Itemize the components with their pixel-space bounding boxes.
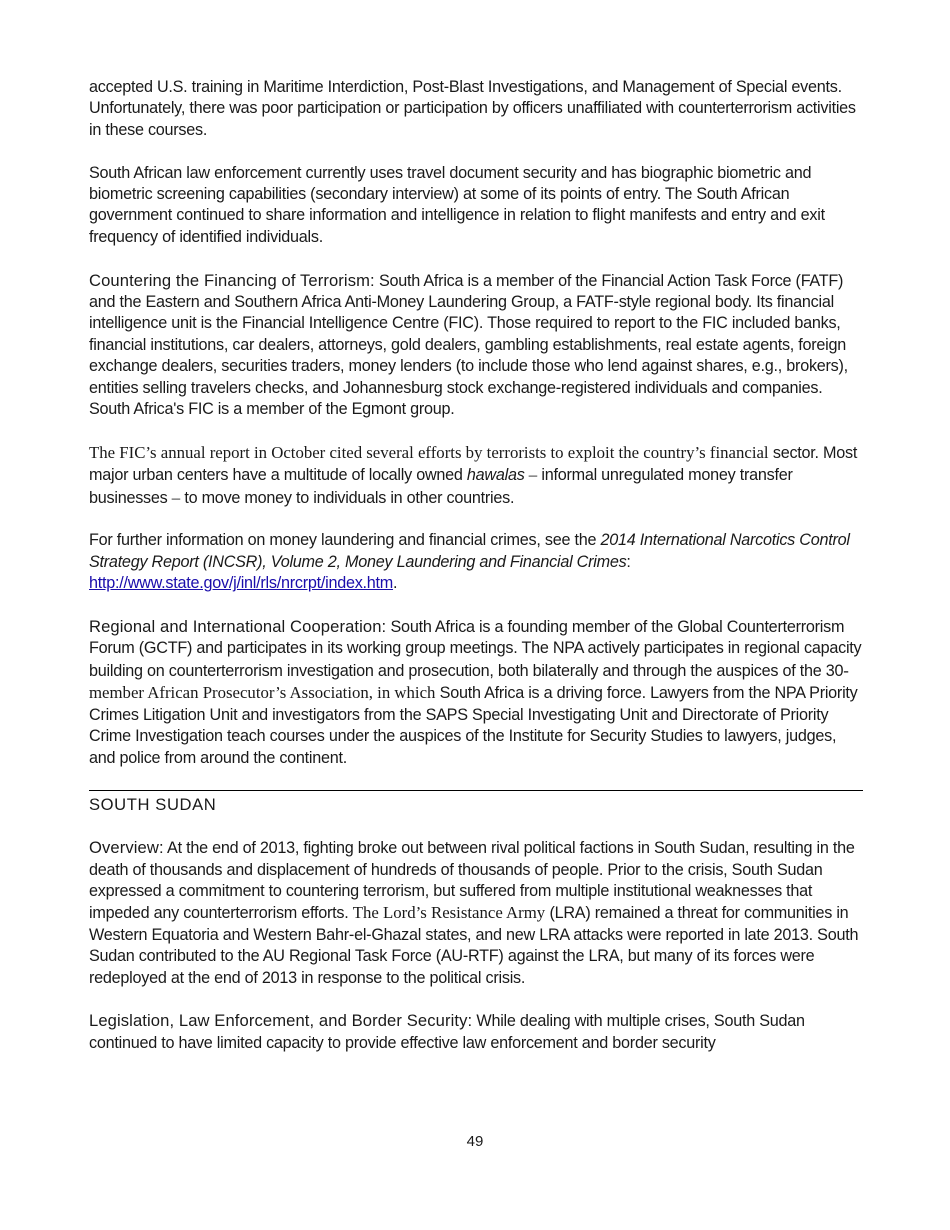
fic-body-a: sector. Most major urban centers have a multitude of locally owned [89, 443, 858, 485]
overview-heading: Overview: [89, 838, 164, 858]
paragraph-training: accepted U.S. training in Maritime Interdiction, Post-Blast Investigations, and Management of Special events. Unfortunately, there was poor participation or participation by officers unaffiliated with counterterrorism activities in these courses. [89, 78, 856, 139]
fic-serif-text: The FIC’s annual report in October cited several efforts by terrorists to exploit the country’s financial [89, 442, 769, 462]
ric-body-a: South Africa is a founding member of the Global Counterterrorism Forum (GCTF) and participates in its working group meetings. The NPA actively participates in regional capacity building on counterterrorism investigation and prosecution, both bilaterally and through the auspices of the 30 [89, 618, 862, 680]
incsr-link[interactable]: http://www.state.gov/j/inl/rls/nrcrpt/index.htm [89, 574, 394, 593]
fic-dash-1: – [524, 465, 542, 485]
further-colon: : [626, 552, 631, 571]
legislation-heading: Legislation, Law Enforcement, and Border Security: [89, 1011, 473, 1031]
document-page [89, 77, 863, 1076]
section-divider [89, 790, 863, 791]
further-period: . [393, 574, 398, 593]
paragraph-law-enforcement: South African law enforcement currently uses travel document security and has biographic biometric and biometric screening capabilities (secondary interview) at some of its points of entry. The South African government continued to share information and intelligence in relation to flight manifests and entry and exit frequency of identified individuals. [89, 163, 825, 246]
fic-dash-2: – [171, 487, 185, 507]
ric-heading: Regional and International Cooperation: [89, 617, 387, 637]
incsr-report-title: 2014 International Narcotics Control Strategy Report (INCSR), Volume 2, Money Laundering and Financial Crimes [89, 531, 850, 571]
further-text: For further information on money laundering and financial crimes, see the [89, 531, 601, 550]
cft-heading: Countering the Financing of Terrorism: [89, 270, 375, 290]
cft-body: South Africa is a member of the Financial Action Task Force (FATF) and the Eastern and Southern Africa Anti-Money Laundering Group, a FATF-style regional body. Its financial intelligence unit is the Financial Intelligence Centre (FIC). Those required to report to the FIC included banks, financial institutions, car dealers, attorneys, gold dealers, gambling establishments, real estate agents, foreign exchange dealers, securities traders, money lenders (to include those who lend against shares, e.g., brokers), entities selling travelers checks, and Johannesburg stock exchange-registered individuals and companies. South Africa's FIC is a member of the Egmont group. [89, 271, 848, 419]
paragraph-regional-cooperation [89, 616, 863, 769]
overview-body-b: (LRA) remained a threat for communities in Western Equatoria and Western Bahr-el-Ghazal states, and new LRA attacks were reported in late 2013. South Sudan contributed to the AU Regional Task Force (AU-RTF) against the LRA, but many of its forces were redeployed at the end of 2013 in response to the political crisis. [89, 904, 859, 987]
paragraph-cft [89, 270, 863, 421]
paragraph-legislation [89, 1010, 863, 1054]
fic-body-b: informal unregulated money transfer businesses [89, 466, 793, 507]
page-number: 49 [466, 1133, 484, 1150]
ric-serif-text: -member African Prosecutor’s Association, in which [89, 660, 849, 703]
hawalas-term: hawalas [466, 466, 525, 485]
section-title-south-sudan: SOUTH SUDAN [89, 795, 217, 815]
fic-body-c: to move money to individuals in other countries. [184, 488, 515, 507]
ric-body-b: South Africa is a driving force. Lawyers from the NPA Priority Crimes Litigation Unit and investigators from the SAPS Special Investigating Unit and Directorate of Priority Crime Investigation teach courses under the auspices of the Institute for Security Studies to lawyers, judges, and police from around the continent. [89, 684, 858, 767]
paragraph-fic [89, 442, 863, 509]
paragraph-further-info [89, 530, 863, 594]
legislation-body: While dealing with multiple crises, South Sudan continued to have limited capacity to provide effective law enforcement and border security [89, 1012, 805, 1052]
overview-body-a: At the end of 2013, fighting broke out between rival political factions in South Sudan, resulting in the death of thousands and displacement of hundreds of thousands of people. Prior to the crisis, South Sudan expressed a commitment to countering terrorism, but suffered from multiple institutional weaknesses that impeded any counterterrorism efforts. [89, 839, 855, 923]
overview-serif-text: The Lord’s Resistance Army [352, 903, 546, 923]
paragraph-overview [89, 837, 863, 989]
